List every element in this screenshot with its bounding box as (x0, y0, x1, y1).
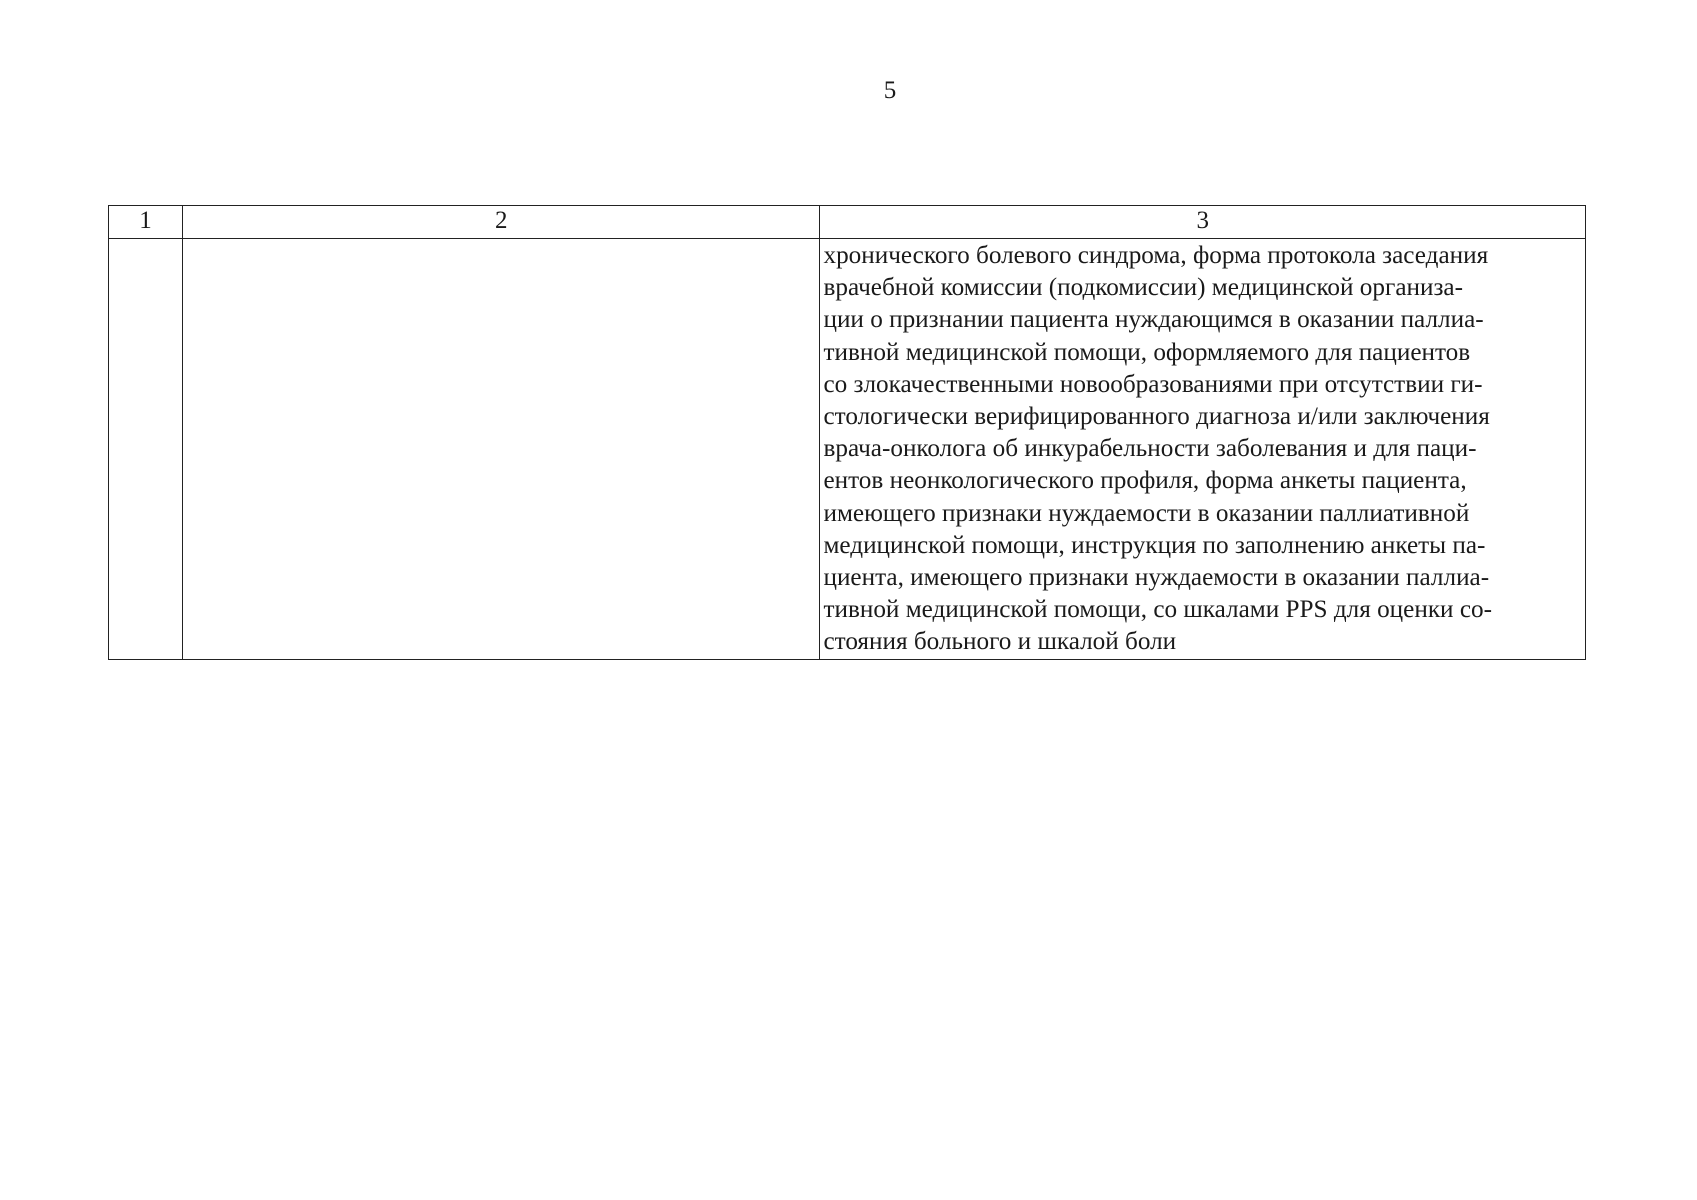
column-header-3: 3 (820, 206, 1586, 239)
document-table (108, 205, 1586, 660)
text-line: циента, имеющего признаки нуждаемости в оказании паллиа- (823, 564, 1490, 592)
text-line: тивной медицинской помощи, оформляемого для пациентов (823, 338, 1471, 366)
text-line: врачебной комиссии (подкомиссии) медицинской организа- (823, 274, 1463, 302)
table-cell-col3 (820, 239, 1586, 660)
table-row (109, 239, 1586, 660)
text-line: ции о признании пациента нуждающимся в оказании паллиа- (823, 306, 1484, 334)
table-cell-col1 (109, 239, 183, 660)
column-header-1: 1 (109, 206, 183, 239)
table-cell-col2 (183, 239, 820, 660)
column-header-2: 2 (183, 206, 820, 239)
text-line: хронического болевого синдрома, форма протокола заседания (823, 242, 1489, 269)
text-line: имеющего признаки нуждаемости в оказании паллиативной (823, 499, 1470, 527)
text-line: стологически верифицированного диагноза и/или заключения (823, 403, 1490, 431)
table-header-row (109, 206, 1586, 239)
page-number: 5 (883, 77, 897, 104)
text-line: со злокачественными новообразованиями при отсутствии ги- (823, 370, 1483, 398)
cell-text-block (820, 239, 1585, 659)
text-line: стояния больного и шкалой боли (823, 628, 1177, 656)
text-line: ентов неонкологического профиля, форма анкеты пациента, (823, 467, 1467, 495)
text-line: тивной медицинской помощи, со шкалами PPS для оценки со- (823, 596, 1492, 624)
text-line: врача-онколога об инкурабельности заболевания и для паци- (823, 435, 1477, 463)
text-line: медицинской помощи, инструкция по заполнению анкеты па- (823, 531, 1486, 559)
